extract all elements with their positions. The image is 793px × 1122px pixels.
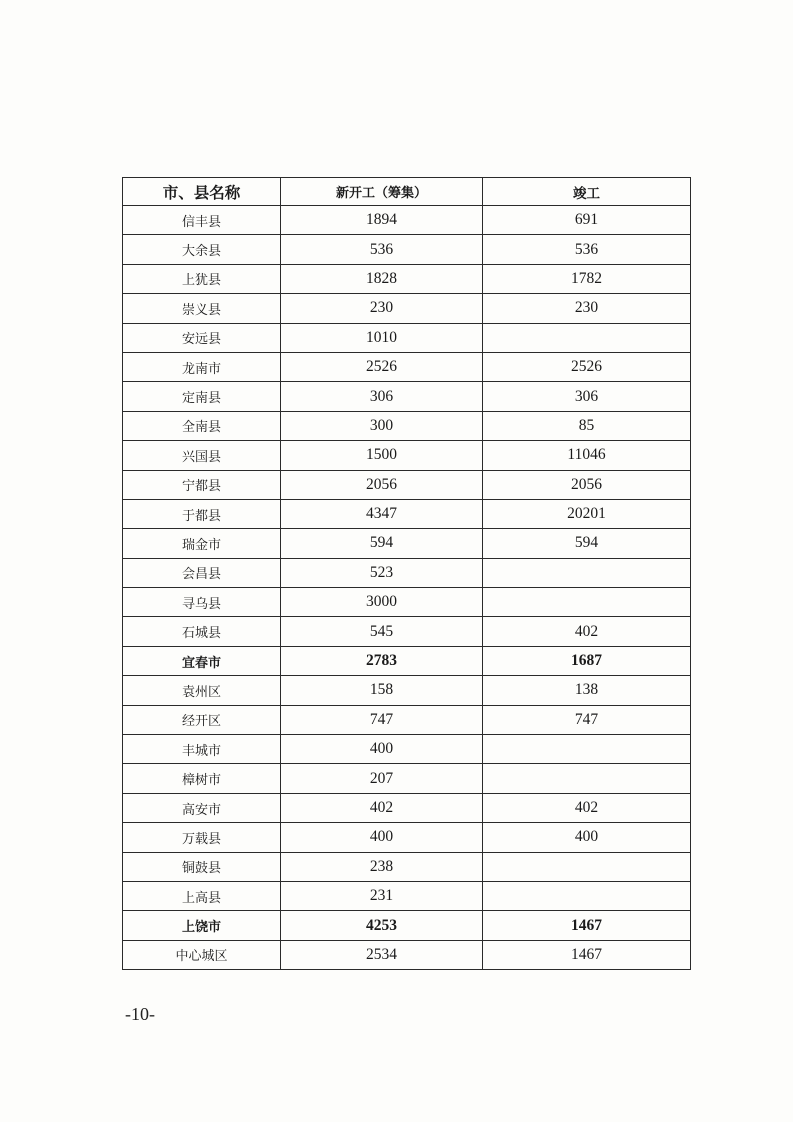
table-row bbox=[123, 617, 691, 646]
cell-completed: 1782 bbox=[483, 264, 691, 293]
cell-completed: 2526 bbox=[483, 352, 691, 381]
cell-completed: 306 bbox=[483, 382, 691, 411]
cell-area-name: 万载县 bbox=[123, 823, 281, 852]
table-header-row bbox=[123, 178, 691, 206]
cell-area-name: 宜春市 bbox=[123, 646, 281, 675]
header-completed: 竣工 bbox=[483, 178, 691, 206]
cell-area-name: 定南县 bbox=[123, 382, 281, 411]
cell-new-start: 594 bbox=[281, 529, 483, 558]
cell-completed: 1467 bbox=[483, 911, 691, 940]
cell-area-name: 樟树市 bbox=[123, 764, 281, 793]
cell-area-name: 寻乌县 bbox=[123, 588, 281, 617]
table-row bbox=[123, 323, 691, 352]
cell-completed: 402 bbox=[483, 617, 691, 646]
cell-area-name: 丰城市 bbox=[123, 735, 281, 764]
cell-new-start: 158 bbox=[281, 676, 483, 705]
table-row bbox=[123, 793, 691, 822]
cell-area-name: 瑞金市 bbox=[123, 529, 281, 558]
table-row bbox=[123, 499, 691, 528]
cell-new-start: 1010 bbox=[281, 323, 483, 352]
table-row bbox=[123, 235, 691, 264]
cell-completed: 20201 bbox=[483, 499, 691, 528]
cell-area-name: 会昌县 bbox=[123, 558, 281, 587]
cell-area-name: 于都县 bbox=[123, 499, 281, 528]
cell-completed: 138 bbox=[483, 676, 691, 705]
cell-new-start: 747 bbox=[281, 705, 483, 734]
cell-area-name: 崇义县 bbox=[123, 294, 281, 323]
cell-new-start: 400 bbox=[281, 823, 483, 852]
cell-area-name: 袁州区 bbox=[123, 676, 281, 705]
table-row bbox=[123, 264, 691, 293]
cell-new-start: 402 bbox=[281, 793, 483, 822]
cell-completed: 85 bbox=[483, 411, 691, 440]
cell-new-start: 238 bbox=[281, 852, 483, 881]
cell-completed: 402 bbox=[483, 793, 691, 822]
cell-area-name: 全南县 bbox=[123, 411, 281, 440]
table-row bbox=[123, 823, 691, 852]
cell-completed: 594 bbox=[483, 529, 691, 558]
cell-new-start: 4347 bbox=[281, 499, 483, 528]
table-body bbox=[123, 206, 691, 970]
table-row bbox=[123, 441, 691, 470]
cell-area-name: 安远县 bbox=[123, 323, 281, 352]
cell-area-name: 中心城区 bbox=[123, 940, 281, 969]
cell-new-start: 2056 bbox=[281, 470, 483, 499]
cell-completed bbox=[483, 764, 691, 793]
cell-area-name: 兴国县 bbox=[123, 441, 281, 470]
cell-new-start: 1894 bbox=[281, 206, 483, 235]
cell-completed: 691 bbox=[483, 206, 691, 235]
table-row bbox=[123, 676, 691, 705]
cell-completed bbox=[483, 881, 691, 910]
cell-new-start: 2783 bbox=[281, 646, 483, 675]
table-row bbox=[123, 852, 691, 881]
cell-completed: 1467 bbox=[483, 940, 691, 969]
cell-completed: 400 bbox=[483, 823, 691, 852]
cell-completed bbox=[483, 323, 691, 352]
cell-area-name: 铜鼓县 bbox=[123, 852, 281, 881]
cell-new-start: 3000 bbox=[281, 588, 483, 617]
table-row bbox=[123, 764, 691, 793]
cell-completed: 747 bbox=[483, 705, 691, 734]
cell-area-name: 大余县 bbox=[123, 235, 281, 264]
cell-area-name: 上高县 bbox=[123, 881, 281, 910]
cell-new-start: 536 bbox=[281, 235, 483, 264]
table-row bbox=[123, 470, 691, 499]
cell-area-name: 石城县 bbox=[123, 617, 281, 646]
table-row-subtotal bbox=[123, 911, 691, 940]
cell-new-start: 231 bbox=[281, 881, 483, 910]
cell-area-name: 宁都县 bbox=[123, 470, 281, 499]
table-row bbox=[123, 558, 691, 587]
cell-new-start: 1500 bbox=[281, 441, 483, 470]
cell-area-name: 信丰县 bbox=[123, 206, 281, 235]
cell-area-name: 上饶市 bbox=[123, 911, 281, 940]
cell-new-start: 230 bbox=[281, 294, 483, 323]
cell-new-start: 523 bbox=[281, 558, 483, 587]
table-row bbox=[123, 735, 691, 764]
table-row-subtotal bbox=[123, 646, 691, 675]
cell-new-start: 1828 bbox=[281, 264, 483, 293]
cell-area-name: 龙南市 bbox=[123, 352, 281, 381]
table-row bbox=[123, 352, 691, 381]
cell-new-start: 2526 bbox=[281, 352, 483, 381]
cell-completed: 536 bbox=[483, 235, 691, 264]
header-new-start: 新开工（筹集） bbox=[281, 178, 483, 206]
housing-data-table bbox=[122, 177, 691, 970]
table-row bbox=[123, 705, 691, 734]
cell-area-name: 高安市 bbox=[123, 793, 281, 822]
table-row bbox=[123, 294, 691, 323]
cell-completed bbox=[483, 558, 691, 587]
table-row bbox=[123, 881, 691, 910]
cell-completed: 2056 bbox=[483, 470, 691, 499]
table-row bbox=[123, 382, 691, 411]
header-city-county-name: 市、县名称 bbox=[123, 178, 281, 206]
cell-completed: 230 bbox=[483, 294, 691, 323]
cell-completed bbox=[483, 735, 691, 764]
table-row bbox=[123, 588, 691, 617]
cell-completed: 11046 bbox=[483, 441, 691, 470]
cell-area-name: 上犹县 bbox=[123, 264, 281, 293]
cell-new-start: 400 bbox=[281, 735, 483, 764]
cell-new-start: 2534 bbox=[281, 940, 483, 969]
cell-new-start: 207 bbox=[281, 764, 483, 793]
cell-completed: 1687 bbox=[483, 646, 691, 675]
cell-area-name: 经开区 bbox=[123, 705, 281, 734]
page-number: -10- bbox=[125, 1004, 155, 1024]
cell-new-start: 300 bbox=[281, 411, 483, 440]
table-row bbox=[123, 940, 691, 969]
cell-new-start: 306 bbox=[281, 382, 483, 411]
cell-completed bbox=[483, 588, 691, 617]
cell-new-start: 545 bbox=[281, 617, 483, 646]
table-row bbox=[123, 411, 691, 440]
cell-completed bbox=[483, 852, 691, 881]
cell-new-start: 4253 bbox=[281, 911, 483, 940]
table-row bbox=[123, 529, 691, 558]
table-row bbox=[123, 206, 691, 235]
